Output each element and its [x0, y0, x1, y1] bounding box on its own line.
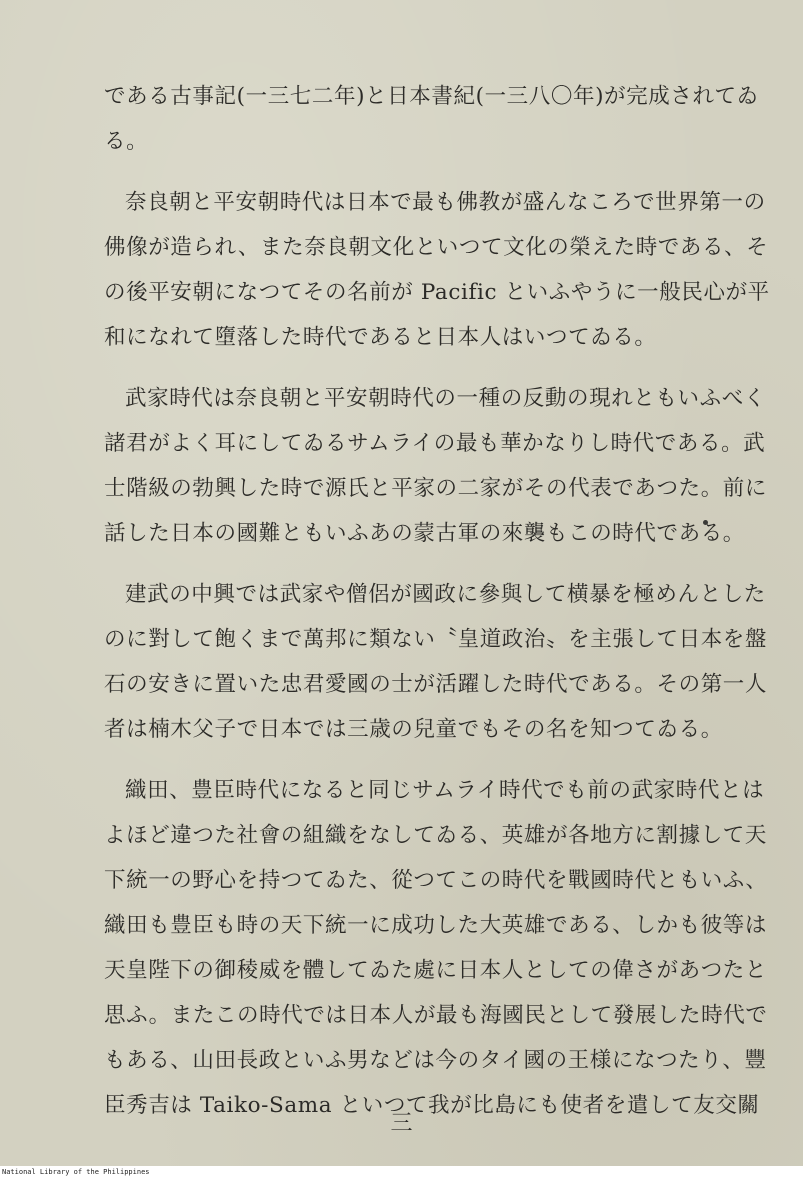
text-line: 建武の中興では武家や僧侶が國政に參與して横暴を極めんとした: [125, 582, 766, 607]
text-line: 臣秀吉は Taiko-Sama といつて我が比島にも使者を遣して友交關: [104, 1093, 760, 1118]
text-line: もある、山田長政といふ男などは今のタイ國の王様になつたり、豐: [104, 1048, 767, 1073]
text-line: 諸君がよく耳にしてゐるサムライの最も華かなりし時代である。武: [104, 431, 766, 456]
text-line: る。: [104, 129, 149, 154]
text-line: 者は楠木父子で日本では三歳の兒童でもその名を知つてゐる。: [104, 717, 723, 742]
text-line: 織田、豊臣時代になると同じサムライ時代でも前の武家時代とは: [125, 778, 765, 803]
text-line: よほど違つた社會の組織をなしてゐる、英雄が各地方に割據して天: [104, 823, 768, 848]
text-line: 武家時代は奈良朝と平安朝時代の一種の反動の現れともいふべく: [125, 386, 766, 411]
text-line: 下統一の野心を持つてゐた、從つてこの時代を戰國時代ともいふ、: [104, 868, 768, 893]
text-line: 天皇陛下の御稜威を體してゐた處に日本人としての偉さがあつたと: [104, 958, 768, 983]
text-line: である古事記(一三七二年)と日本書紀(一三八〇年)が完成されてゐ: [104, 84, 759, 109]
library-footer: National Library of the Philippines: [2, 1168, 150, 1176]
text-line: のに對して飽くまで萬邦に類ない〝皇道政治〟を主張して日本を盤: [104, 627, 768, 652]
page-number: 三: [390, 1111, 413, 1136]
text-line: 和になれて墮落した時代であると日本人はいつてゐる。: [104, 325, 657, 350]
text-line: 石の安きに置いた忠君愛國の士が活躍した時代である。その第一人: [104, 672, 768, 697]
text-line: 士階級の勃興した時で源氏と平家の二家がその代表であつた。前に: [104, 476, 768, 501]
text-line: 奈良朝と平安朝時代は日本で最も佛教が盛んなころで世界第一の: [125, 190, 766, 215]
text-line: 佛像が造られ、また奈良朝文化といつて文化の榮えた時である、そ: [104, 235, 769, 260]
text-line: 話した日本の國難ともいふあの蒙古軍の來襲もこの時代である。: [104, 521, 745, 546]
body-text: [104, 74, 770, 1128]
text-line: 思ふ。またこの時代では日本人が最も海國民として發展した時代で: [104, 1003, 768, 1028]
text-line: の後平安朝になつてその名前が Pacific といふやうに一般民心が平: [104, 280, 770, 305]
text-line: 織田も豊臣も時の天下統一に成功した大英雄である、しかも彼等は: [104, 913, 768, 938]
